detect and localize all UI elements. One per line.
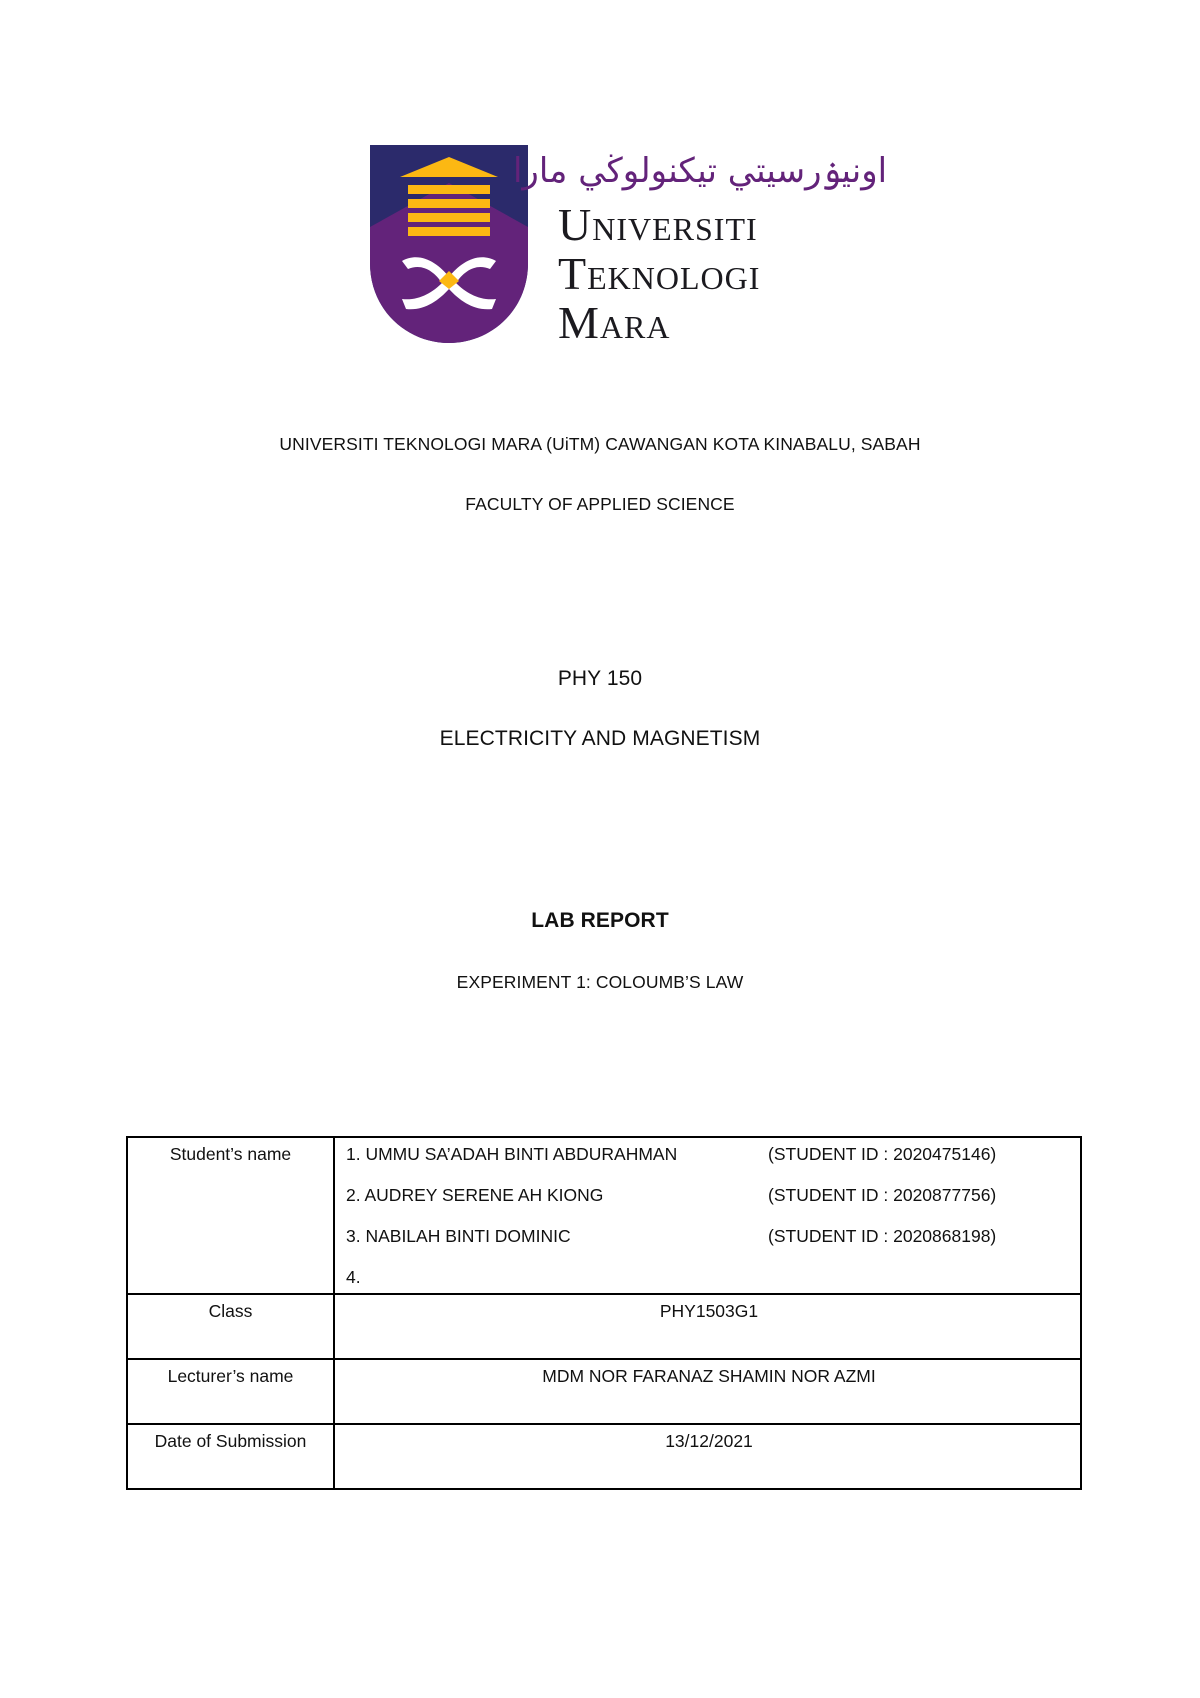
- faculty-name: FACULTY OF APPLIED SCIENCE: [465, 494, 735, 514]
- wordmark-line-2: Teknologi: [558, 248, 761, 299]
- students-label: Student’s name: [127, 1137, 334, 1294]
- wordmark-line-1: Universiti: [558, 199, 758, 250]
- course-code: PHY 150: [557, 667, 643, 690]
- lecturer-row: [127, 1359, 1081, 1424]
- class-row: [127, 1294, 1081, 1359]
- experiment-title: EXPERIMENT 1: COLOUMB’S LAW: [456, 972, 744, 992]
- student-name: 4.: [346, 1267, 361, 1287]
- class-label: Class: [127, 1294, 334, 1359]
- date-row: [127, 1424, 1081, 1489]
- student-name: 2. AUDREY SERENE AH KIONG: [346, 1185, 604, 1205]
- svg-text:اونيۏرسيتي تيكنولوڬي مارا: اونيۏرسيتي تيكنولوڬي مارا: [512, 151, 888, 191]
- lecturer-value: MDM NOR FARANAZ SHAMIN NOR AZMI: [334, 1359, 1081, 1424]
- arabic-wordmark: [512, 140, 888, 195]
- student-id: (STUDENT ID : 2020877756): [768, 1185, 997, 1205]
- student-entry: [346, 1144, 1072, 1185]
- class-value: PHY1503G1: [334, 1294, 1081, 1359]
- student-id: (STUDENT ID : 2020868198): [768, 1226, 997, 1246]
- student-entry: [346, 1226, 1072, 1267]
- uitm-shield-emblem: [368, 143, 530, 345]
- lecturer-label: Lecturer’s name: [127, 1359, 334, 1424]
- institution-name: UNIVERSITI TEKNOLOGI MARA (UiTM) CAWANGAN KOTA KINABALU, SABAH: [279, 434, 921, 454]
- latin-wordmark: [558, 200, 848, 347]
- course-name: ELECTRICITY AND MAGNETISM: [439, 727, 761, 750]
- date-value: 13/12/2021: [334, 1424, 1081, 1489]
- student-name: 1. UMMU SA’ADAH BINTI ABDURAHMAN: [346, 1144, 678, 1164]
- university-logo: [368, 140, 888, 348]
- report-info-table: [126, 1136, 1082, 1490]
- student-entry: [346, 1185, 1072, 1226]
- wordmark-line-3: Mara: [558, 297, 671, 348]
- report-type: LAB REPORT: [531, 909, 669, 932]
- students-cell: [334, 1137, 1081, 1294]
- student-id: (STUDENT ID : 2020475146): [768, 1144, 997, 1164]
- date-label: Date of Submission: [127, 1424, 334, 1489]
- student-name: 3. NABILAH BINTI DOMINIC: [346, 1226, 571, 1246]
- students-row: [127, 1137, 1081, 1294]
- student-entry: [346, 1267, 1072, 1293]
